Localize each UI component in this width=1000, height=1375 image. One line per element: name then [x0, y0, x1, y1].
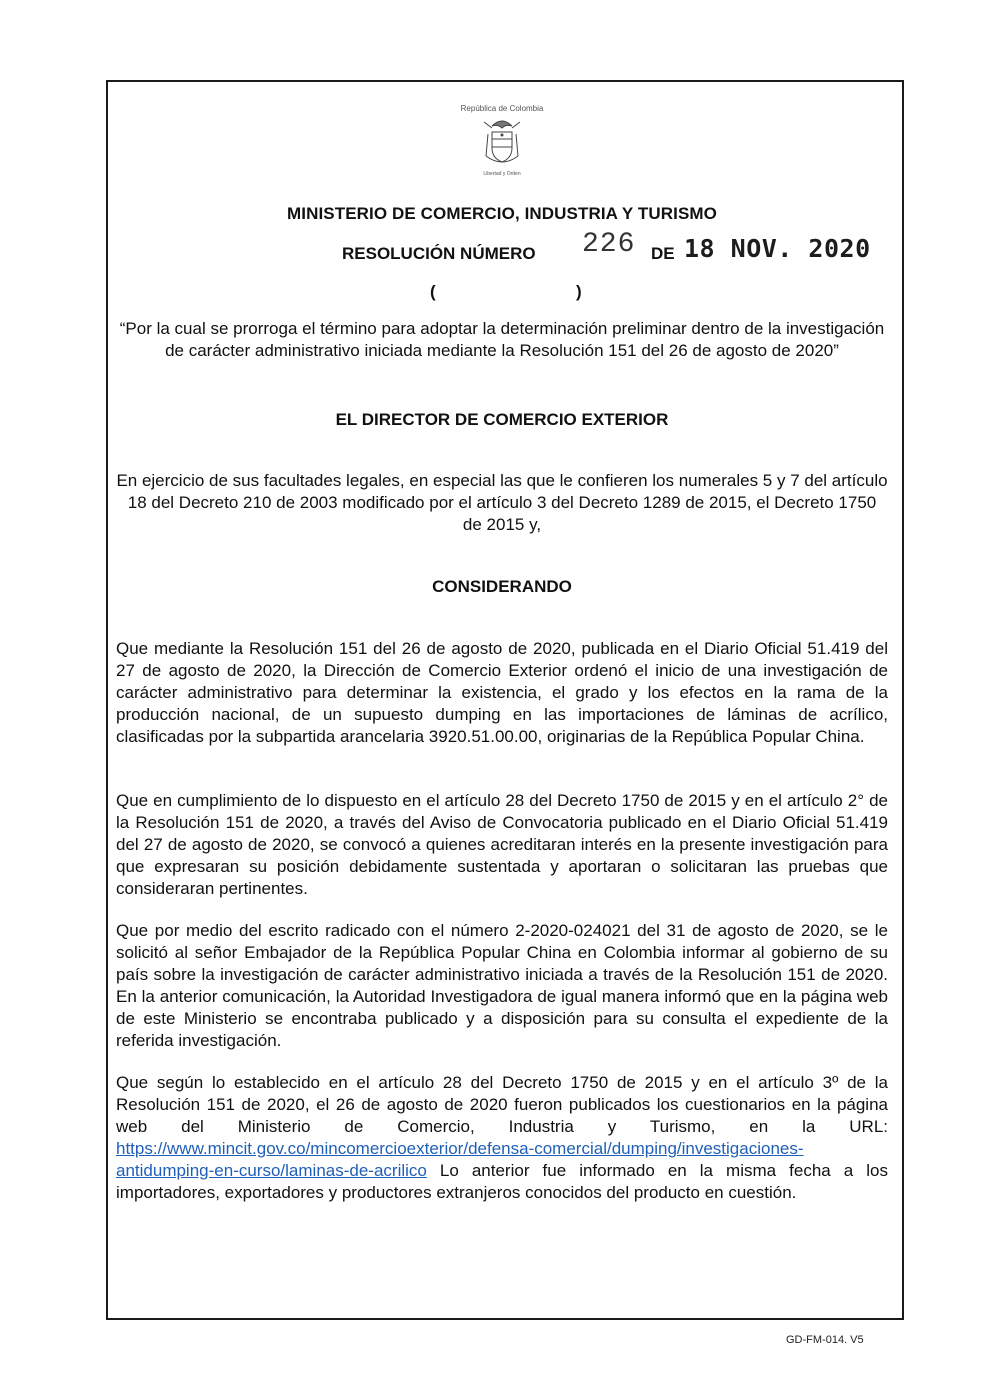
questionnaire-url-link[interactable]: https://www.mincit.gov.co/mincomercioexterior/defensa-comercial/dumping/investigaciones-antidumping-en-curso/laminas-de-acrilico — [116, 1139, 804, 1180]
motto-caption: Libertad y Orden — [483, 171, 521, 177]
legal-powers-paragraph: En ejercicio de sus facultades legales, en especial las que le confieren los numerales 5 y 7 del artículo 18 del Decreto 210 de 2003 modificado por el artículo 3 del Decreto 1289 de 2015, el Decreto 1750 de 2015 y, — [116, 471, 888, 534]
considering-paragraph: Que por medio del escrito radicado con el número 2-2020-024021 del 31 de agosto de 2020, se le solicitó al señor Embajador de la República Popular China en Colombia informar al gobierno de su país sobre la investigación de carácter administrativo iniciada a través de la Resolución 151 de 2020. En la anterior comunicación, la Autoridad Investigadora de igual manera informó que en la página web de este Ministerio se encontraba publicado y a disposición para su consulta el expediente de la referida investigación. — [116, 921, 888, 1050]
form-code: GD-FM-014. V5 — [786, 1334, 864, 1346]
considering-paragraph-with-link — [116, 1072, 888, 1204]
paragraph-text-before-link: Que según lo establecido en el artículo 28 del Decreto 1750 de 2015 y en el artículo 3º de la Resolución 151 de 2020, el 26 de agosto de 2020 fueron publicados los cuestionarios en la página web del Ministerio de Comercio, Industria y Turismo, en la URL: — [116, 1073, 888, 1136]
country-caption: República de Colombia — [460, 104, 544, 113]
considering-paragraph: Que en cumplimiento de lo dispuesto en el artículo 28 del Decreto 1750 de 2015 y en el artículo 2° de la Resolución 151 de 2020, a través del Aviso de Convocatoria publicado en el Diario Oficial 51.419 del 27 de agosto de 2020, se convocó a quienes acreditaran interés en la presente investigación para que expresaran su posición debidamente sustentada y aportaran o solicitaran las pruebas que consideraran pertinentes. — [116, 791, 888, 898]
open-parenthesis: ( — [430, 282, 436, 301]
document-border — [106, 80, 904, 1320]
issuer-heading: EL DIRECTOR DE COMERCIO EXTERIOR — [335, 410, 669, 429]
coat-of-arms-icon — [478, 116, 526, 172]
resolution-date-stamp: 18 NOV. 2020 — [684, 234, 871, 263]
resolution-label: RESOLUCIÓN NÚMERO — [342, 244, 536, 263]
resolution-subject: “Por la cual se prorroga el término para adoptar la determinación preliminar dentro de la investigación de carácter administrativo iniciada mediante la Resolución 151 del 26 de agosto de 2020” — [119, 319, 885, 360]
ministry-title: MINISTERIO DE COMERCIO, INDUSTRIA Y TURISMO — [287, 204, 717, 223]
considering-paragraph: Que mediante la Resolución 151 del 26 de agosto de 2020, publicada en el Diario Oficial 51.419 del 27 de agosto de 2020, la Dirección de Comercio Exterior ordenó el inicio de una investigación de carácter administrativo para determinar la existencia, el grado y los efectos en la rama de la producción nacional, de un supuesto dumping en las importaciones de láminas de acrílico, clasificadas por la subpartida arancelaria 3920.51.00.00, originarias de la República Popular China. — [116, 639, 888, 746]
considering-heading: CONSIDERANDO — [432, 577, 572, 596]
close-parenthesis: ) — [576, 282, 582, 301]
resolution-number: 226 — [582, 229, 636, 260]
date-connector: DE — [651, 244, 675, 263]
paragraph-text-after-link: Lo anterior fue informado en la misma fecha a los importadores, exportadores y productores extranjeros conocidos del producto en cuestión. — [116, 1161, 888, 1202]
